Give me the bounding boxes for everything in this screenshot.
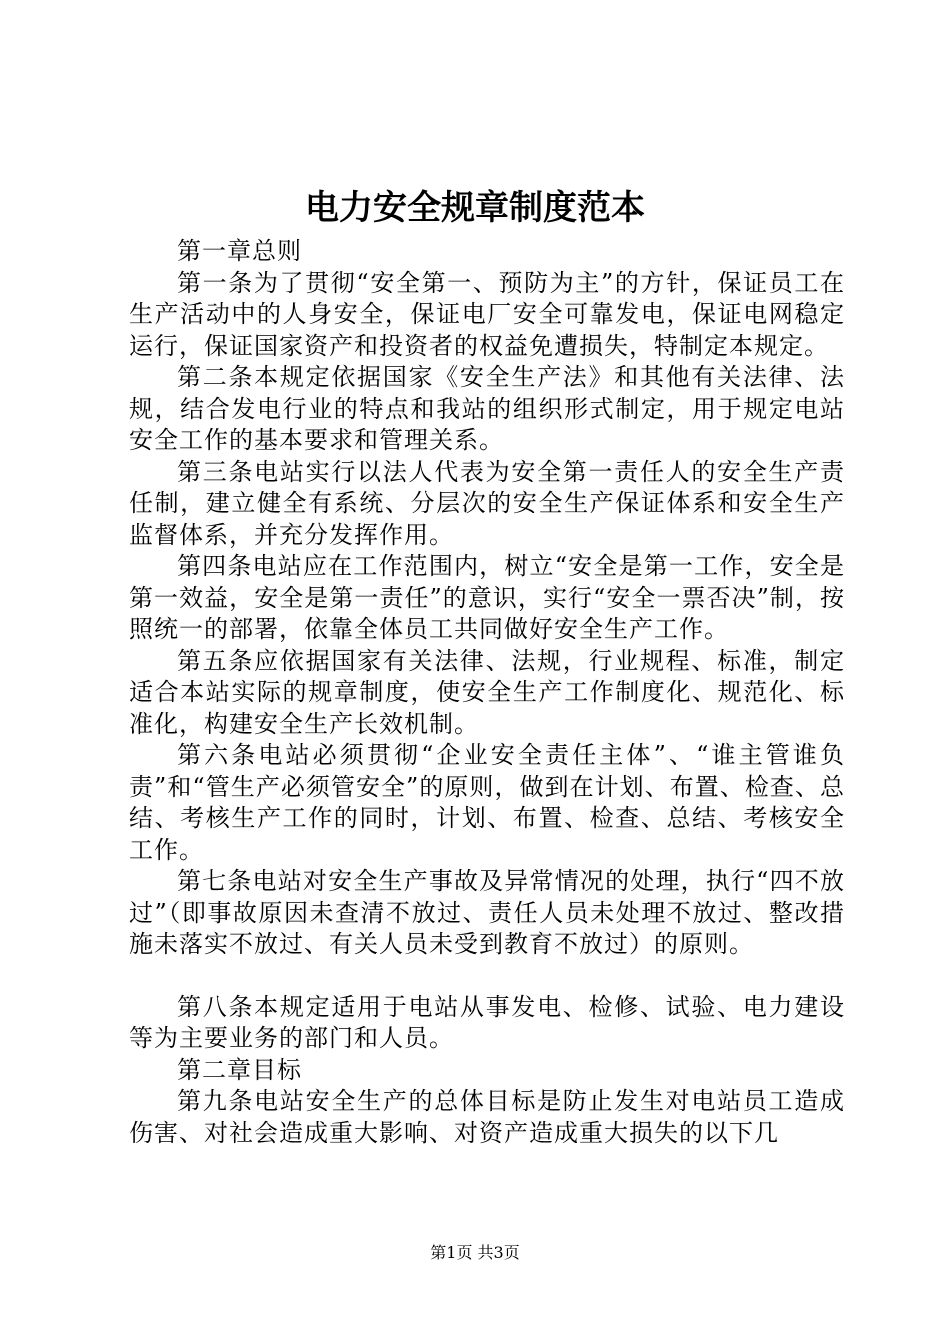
document-title: 电力安全规章制度范本 <box>305 188 645 228</box>
article-paragraph: 第七条电站对安全生产事故及异常情况的处理，执行“四不放过”（即事故原因未查清不放过、责任人员未处理不放过、整改措施未落实不放过、有关人员未受到教育不放过）的原则。 <box>129 867 845 958</box>
article-paragraph: 第一条为了贯彻“安全第一、预防为主”的方针，保证员工在生产活动中的人身安全，保证电厂安全可靠发电，保证电网稳定运行，保证国家资产和投资者的权益免遭损失，特制定本规定。 <box>129 268 845 360</box>
chapter-heading: 第二章目标 <box>177 1055 302 1084</box>
article-paragraph: 第六条电站必须贯彻“企业安全责任主体”、“谁主管谁负责”和“管生产必须管安全”的原则，做到在计划、布置、检查、总结、考核生产工作的同时，计划、布置、检查、总结、考核安全工作。 <box>129 741 845 864</box>
chapter-heading: 第一章总则 <box>177 237 302 265</box>
document-body <box>129 236 845 1149</box>
article-paragraph: 第五条应依据国家有关法律、法规，行业规程、标准，制定适合本站实际的规章制度，使安全生产工作制度化、规范化、标准化，构建安全生产长效机制。 <box>129 646 845 738</box>
article-paragraph: 第四条电站应在工作范围内，树立“安全是第一工作，安全是第一效益，安全是第一责任”的意识，实行“安全一票否决”制，按照统一的部署，依靠全体员工共同做好安全生产工作。 <box>129 552 845 643</box>
page-number-footer: 第1页 共3页 <box>430 1243 520 1262</box>
article-paragraph: 第八条本规定适用于电站从事发电、检修、试验、电力建设等为主要业务的部门和人员。 <box>129 992 845 1052</box>
article-paragraph: 第二条本规定依据国家《安全生产法》和其他有关法律、法规，结合发电行业的特点和我站的组织形式制定，用于规定电站安全工作的基本要求和管理关系。 <box>129 363 845 454</box>
article-paragraph: 第九条电站安全生产的总体目标是防止发生对电站员工造成伤害、对社会造成重大影响、对资产造成重大损失的以下几 <box>129 1087 845 1147</box>
article-paragraph: 第三条电站实行以法人代表为安全第一责任人的安全生产责任制，建立健全有系统、分层次的安全生产保证体系和安全生产监督体系，并充分发挥作用。 <box>129 457 845 549</box>
